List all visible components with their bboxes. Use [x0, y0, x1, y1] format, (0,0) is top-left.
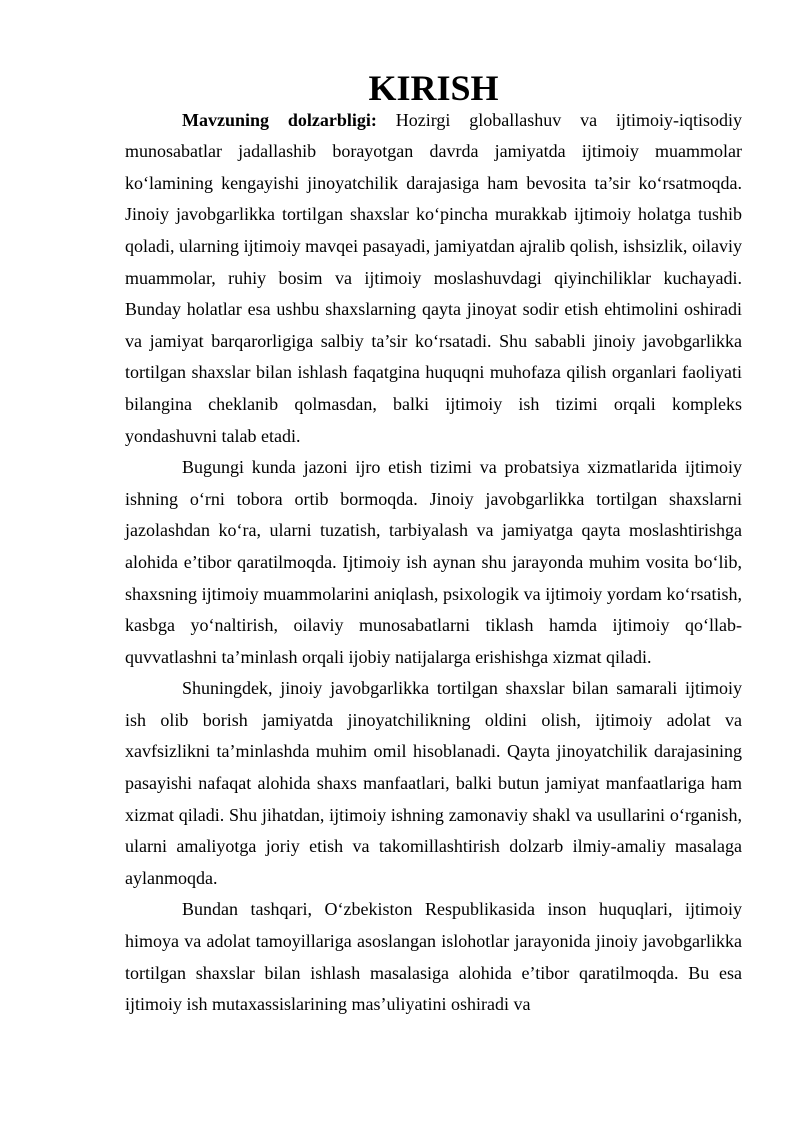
intro-paragraph [125, 105, 742, 453]
document-body [125, 68, 742, 1021]
intro-lead: Mavzuning dolzarbligi: [182, 109, 377, 130]
body-paragraph-2: Shuningdek, jinoiy javobgarlikka tortilgan shaxslar bilan samarali ijtimoiy ish olib borish jamiyatda jinoyatchilikning oldini olish, ijtimoiy adolat va xavfsizlikni ta’minlashda muhim omil hisoblanadi. Qayta jinoyatchilik darajasining pasayishi nafaqat alohida shaxs manfaatlari, balki butun jamiyat manfaatlariga ham xizmat qiladi. Shu jihatdan, ijtimoiy ishning zamonaviy shakl va usullarini o‘rganish, ularni amaliyotga joriy etish va takomillashtirish dolzarb ilmiy-amaliy masalaga aylanmoqda. [125, 678, 742, 888]
body-paragraph-3: Bundan tashqari, O‘zbekiston Respublikasida inson huquqlari, ijtimoiy himoya va adolat tamoyillariga asoslangan islohotlar jarayonida jinoiy javobgarlikka tortilgan shaxslar bilan ishlash masalasiga alohida e’tibor qaratilmoqda. Bu esa ijtimoiy ish mutaxassislarining mas’uliyatini oshiradi va [125, 899, 742, 1015]
intro-text: Hozirgi globallashuv va ijtimoiy-iqtisodiy munosabatlar jadallashib borayotgan davrda jamiyatda ijtimoiy muammolar ko‘lamining kengayishi jinoyatchilik darajasiga ham bevosita ta’sir ko‘rsatmoqda. Jinoiy javobgarlikka tortilgan shaxslar ko‘pincha murakkab ijtimoiy holatga tushib qoladi, ularning ijtimoiy mavqei pasayadi, jamiyatdan ajralib qolish, ishsizlik, oilaviy muammolar, ruhiy bosim va ijtimoiy moslashuvdagi qiyinchiliklar kuchayadi. Bunday holatlar esa ushbu shaxslarning qayta jinoyat sodir etish ehtimolini oshiradi va jamiyat barqarorligiga salbiy ta’sir ko‘rsatadi. Shu sababli jinoiy javobgarlikka tortilgan shaxslar bilan ishlash faqatgina huquqni muhofaza qilish organlari faoliyati bilangina cheklanib qolmasdan, balki ijtimoiy ish tizimi orqali kompleks yondashuvni talab etadi. [125, 109, 742, 446]
page-title: KIRISH [368, 68, 499, 108]
body-paragraph-1: Bugungi kunda jazoni ijro etish tizimi va probatsiya xizmatlarida ijtimoiy ishning o‘rni tobora ortib bormoqda. Jinoiy javobgarlikka tortilgan shaxslarni jazolashdan ko‘ra, ularni tuzatish, tarbiyalash va jamiyatga qayta moslashtirishga alohida e’tibor qaratilmoqda. Ijtimoiy ish aynan shu jarayonda muhim vosita bo‘lib, shaxsning ijtimoiy muammolarini aniqlash, psixologik va ijtimoiy yordam ko‘rsatish, kasbga yo‘naltirish, oilaviy munosabatlarni tiklash hamda ijtimoiy qo‘llab-quvvatlashni ta’minlash orqali ijobiy natijalarga erishishga xizmat qiladi. [125, 457, 742, 667]
